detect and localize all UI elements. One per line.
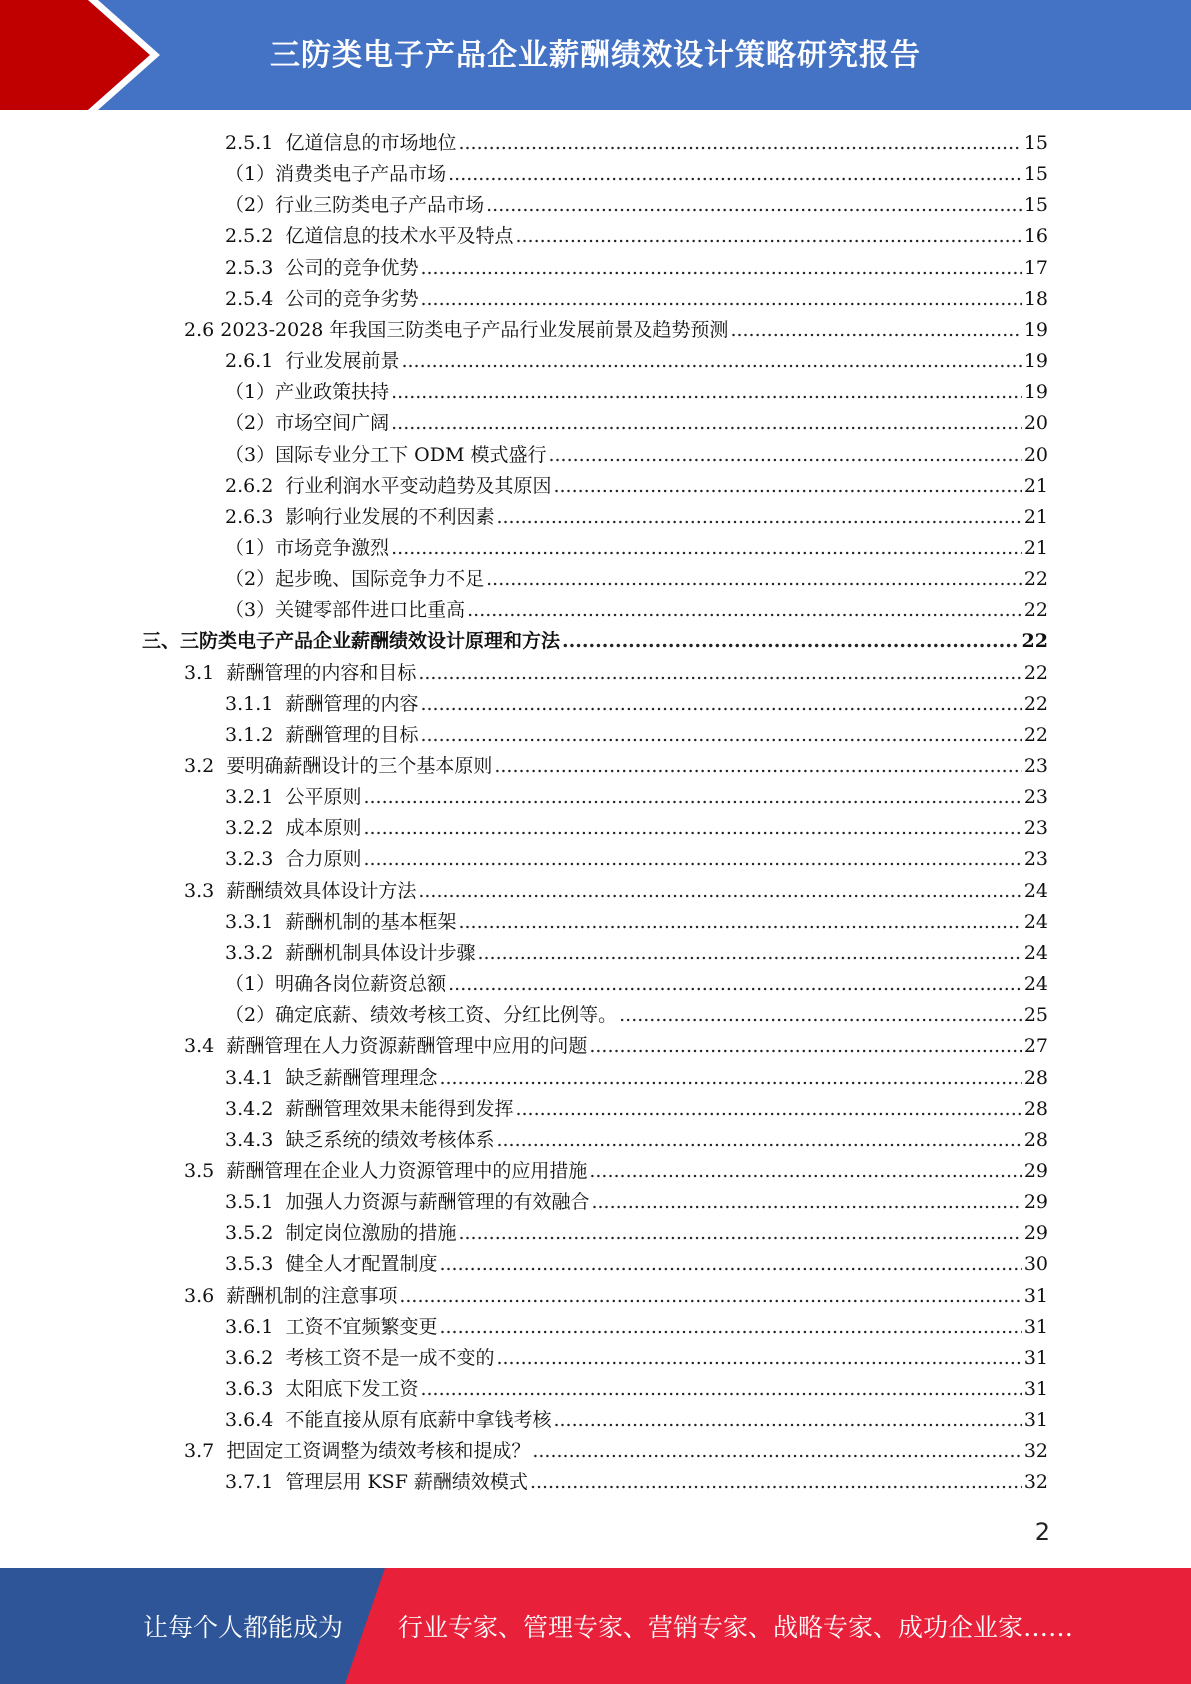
toc-entry[interactable] (184, 1156, 1048, 1187)
toc-entry-title (225, 595, 465, 626)
toc-entry-label: 太阳底下发工资 (285, 1378, 419, 1400)
toc-entry-number: 3.1.2 (225, 723, 274, 746)
toc-entry-label: 行业三防类电子产品市场 (275, 194, 485, 217)
toc-entry-page: 31 (1023, 1378, 1048, 1400)
toc-entry[interactable] (225, 1249, 1048, 1280)
toc-entry-page: 22 (1023, 723, 1048, 746)
toc-entry-page: 15 (1023, 132, 1048, 154)
toc-entry[interactable] (225, 408, 1048, 439)
toc-entry-title (225, 471, 551, 502)
toc-entry-label: 行业利润水平变动趋势及其原因 (285, 474, 552, 497)
toc-entry[interactable] (225, 1218, 1048, 1249)
toc-entry[interactable] (225, 1405, 1048, 1436)
toc-leader-dots (496, 1343, 1021, 1374)
toc-entry-number: 3.4.2 (225, 1097, 274, 1120)
toc-entry-title (225, 907, 456, 938)
toc-entry-page: 16 (1023, 225, 1048, 248)
toc-leader-dots (363, 782, 1021, 813)
toc-entry-page: 32 (1023, 1471, 1048, 1494)
toc-entry-number: 3.4.1 (225, 1066, 274, 1089)
toc-entry-label: 薪酬管理在企业人力资源管理中的应用措施 (226, 1159, 588, 1182)
toc-entry[interactable] (184, 1436, 1048, 1467)
toc-entry-page: 21 (1023, 474, 1048, 497)
toc-entry-page: 27 (1023, 1035, 1048, 1058)
toc-entry-title (225, 502, 494, 533)
toc-leader-dots (399, 1281, 1021, 1312)
toc-entry-title (225, 720, 418, 751)
toc-entry-number: 2.6.3 (225, 505, 274, 528)
toc-entry-page: 17 (1023, 256, 1048, 279)
toc-entry-label: 薪酬机制的注意事项 (226, 1284, 398, 1307)
toc-entry-number: 3.3.2 (225, 941, 274, 964)
toc-entry-number: 3.3 (184, 879, 215, 902)
toc-entry-page: 19 (1023, 318, 1048, 341)
toc-entry[interactable] (225, 1187, 1048, 1218)
toc-entry-page: 22 (1023, 568, 1048, 591)
toc-entry-page: 15 (1023, 194, 1048, 217)
page-number: 2 (1034, 1518, 1050, 1546)
toc-leader-dots (458, 1218, 1021, 1249)
toc-entry-number: （1） (225, 381, 276, 404)
toc-leader-dots (439, 1063, 1021, 1094)
toc-entry-label: 关键零部件进口比重高 (275, 599, 466, 622)
toc-entry-label: 合力原则 (285, 848, 362, 871)
toc-entry[interactable] (225, 471, 1048, 502)
toc-entry-label: 亿道信息的市场地位 (285, 132, 457, 154)
toc-entry-page: 21 (1023, 505, 1048, 528)
toc-entry-label: 缺乏薪酬管理理念 (285, 1066, 438, 1089)
toc-entry[interactable] (225, 689, 1048, 720)
toc-entry-label: 薪酬机制的基本框架 (285, 910, 457, 933)
toc-leader-dots (589, 1031, 1021, 1062)
toc-entry-number: 3.7 (184, 1440, 215, 1463)
toc-entry[interactable] (184, 876, 1048, 907)
toc-entry-page: 24 (1023, 973, 1048, 996)
toc-entry-page: 22 (1023, 692, 1048, 715)
toc-entry-title (225, 190, 484, 221)
toc-leader-dots (532, 1436, 1021, 1467)
toc-entry-page: 31 (1023, 1315, 1048, 1338)
toc-entry-number: 3.5.3 (225, 1253, 274, 1276)
toc-entry-label: 产业政策扶持 (275, 381, 390, 404)
toc-entry-page: 31 (1023, 1284, 1048, 1307)
toc-entry[interactable] (225, 159, 1048, 190)
toc-entry-number: 2.6 (184, 318, 215, 341)
toc-entry[interactable] (225, 377, 1048, 408)
toc-leader-dots (515, 221, 1021, 252)
toc-leader-dots (418, 658, 1021, 689)
toc-entry-number: 3.4.3 (225, 1128, 274, 1151)
toc-entry-label: 加强人力资源与薪酬管理的有效融合 (285, 1191, 590, 1214)
toc-leader-dots (730, 315, 1021, 346)
toc-entry-title (184, 315, 728, 346)
toc-entry-title (225, 938, 475, 969)
toc-entry-title (225, 346, 399, 377)
toc-entry-number: 3.2.2 (225, 817, 274, 840)
toc-leader-dots (448, 159, 1022, 190)
toc-entry-title (225, 1405, 551, 1436)
toc-entry-number: 3.1.1 (225, 692, 274, 715)
toc-entry-number: 2.6.1 (225, 350, 274, 373)
toc-entry-page: 20 (1023, 443, 1048, 466)
toc-entry-title (184, 658, 416, 689)
toc-entry[interactable] (225, 564, 1048, 595)
toc-entry-page: 22 (1023, 599, 1048, 622)
toc-entry-label: 公司的竞争劣势 (285, 287, 419, 310)
toc-entry-title (225, 1312, 437, 1343)
toc-entry-title (184, 1156, 587, 1187)
toc-entry-page: 30 (1023, 1253, 1048, 1276)
toc-entry-label: 考核工资不是一成不变的 (285, 1346, 495, 1369)
toc-entry-number: 3.6.4 (225, 1409, 274, 1432)
toc-entry[interactable] (225, 1467, 1048, 1498)
toc-entry-label: 工资不宜频繁变更 (285, 1315, 438, 1338)
toc-entry-number: （2） (225, 1004, 276, 1027)
toc-entry[interactable] (225, 128, 1048, 159)
toc-leader-dots (391, 377, 1022, 408)
toc-entry-title (184, 876, 416, 907)
toc-leader-dots (363, 844, 1021, 875)
toc-leader-dots (530, 1467, 1022, 1498)
toc-entry-number: 三、 (142, 630, 181, 653)
toc-entry-number: 3.2 (184, 755, 215, 777)
toc-leader-dots (418, 876, 1021, 907)
toc-entry[interactable] (225, 1094, 1048, 1125)
report-title: 三防类电子产品企业薪酬绩效设计策略研究报告 (270, 38, 921, 73)
toc-entry-page: 24 (1023, 941, 1048, 964)
toc-leader-dots (553, 471, 1021, 502)
toc-entry-title (184, 1031, 587, 1062)
toc-entry-title (225, 813, 361, 844)
toc-entry-title (225, 1467, 528, 1498)
toc-entry-label: 薪酬机制具体设计步骤 (285, 941, 476, 964)
toc-entry-label: 三防类电子产品企业薪酬绩效设计原理和方法 (180, 630, 561, 653)
toc-entry-label: 管理层用 KSF 薪酬绩效模式 (285, 1471, 528, 1494)
toc-leader-dots (420, 284, 1021, 315)
toc-leader-dots (515, 1094, 1021, 1125)
toc-entry-number: 3.2.3 (225, 848, 274, 871)
toc-leader-dots (420, 1374, 1021, 1405)
toc-entry-label: 市场竞争激烈 (275, 536, 390, 559)
toc-entry-page: 20 (1023, 412, 1048, 435)
toc-entry-title (225, 1125, 494, 1156)
toc-entry[interactable] (225, 190, 1048, 221)
toc-entry[interactable] (225, 1063, 1048, 1094)
toc-entry-page: 18 (1023, 287, 1048, 310)
toc-entry[interactable] (225, 844, 1048, 875)
toc-entry-title (225, 564, 484, 595)
toc-leader-dots (439, 1249, 1021, 1280)
toc-entry-page: 32 (1023, 1440, 1048, 1463)
toc-entry-number: 3.5.2 (225, 1222, 274, 1245)
toc-entry-title (225, 1343, 494, 1374)
toc-entry-page: 28 (1023, 1066, 1048, 1089)
toc-leader-dots (391, 533, 1022, 564)
toc-entry-title (225, 284, 418, 315)
toc-entry-label: 薪酬绩效具体设计方法 (226, 879, 417, 902)
toc-entry[interactable] (225, 533, 1048, 564)
toc-leader-dots (477, 938, 1021, 969)
toc-entry-number: （1） (225, 973, 276, 996)
toc-entry-number: （2） (225, 194, 276, 217)
toc-entry[interactable] (225, 221, 1048, 252)
page-footer (0, 1568, 1191, 1684)
toc-entry-title (184, 751, 492, 782)
toc-leader-dots (494, 751, 1021, 782)
toc-leader-dots (467, 595, 1022, 626)
toc-entry[interactable] (225, 1125, 1048, 1156)
toc-entry-number: 3.1 (184, 661, 215, 684)
toc-entry[interactable] (225, 284, 1048, 315)
toc-entry[interactable] (184, 751, 1048, 782)
toc-entry-page: 23 (1023, 786, 1048, 809)
toc-entry[interactable] (142, 626, 1048, 657)
toc-entry-page: 19 (1023, 350, 1048, 373)
toc-leader-dots (496, 502, 1021, 533)
toc-entry-label: 薪酬管理的目标 (285, 723, 419, 746)
toc-entry-title (142, 626, 560, 657)
toc-entry[interactable] (225, 813, 1048, 844)
toc-entry-title (225, 1063, 437, 1094)
toc-entry-label: 确定底薪、绩效考核工资、分红比例等。 (275, 1004, 618, 1027)
toc-leader-dots (420, 720, 1021, 751)
toc-entry-page: 22 (1021, 630, 1048, 653)
toc-entry-label: 市场空间广阔 (275, 412, 390, 435)
toc-entry[interactable] (225, 253, 1048, 284)
toc-entry-label: 公司的竞争优势 (285, 256, 419, 279)
toc-leader-dots (458, 907, 1021, 938)
toc-leader-dots (486, 190, 1022, 221)
toc-entry-number: 3.6.3 (225, 1378, 274, 1400)
toc-entry-number: 3.7.1 (225, 1471, 274, 1494)
toc-entry-label: 薪酬管理的内容 (285, 692, 419, 715)
toc-entry-label: 薪酬管理效果未能得到发挥 (285, 1097, 514, 1120)
toc-leader-dots (448, 969, 1022, 1000)
toc-entry[interactable] (225, 969, 1048, 1000)
toc-entry-title (225, 689, 418, 720)
toc-leader-dots (401, 346, 1021, 377)
toc-entry-number: 3.5 (184, 1159, 215, 1182)
toc-entry-label: 公平原则 (285, 786, 362, 809)
toc-entry-page: 29 (1023, 1159, 1048, 1182)
toc-leader-dots (486, 564, 1022, 595)
toc-entry-label: 2023-2028 年我国三防类电子产品行业发展前景及趋势预测 (220, 318, 729, 341)
toc-entry[interactable] (184, 658, 1048, 689)
toc-entry-title (225, 1094, 513, 1125)
toc-entry[interactable] (184, 1281, 1048, 1312)
toc-leader-dots (420, 689, 1021, 720)
toc-entry-label: 成本原则 (285, 817, 362, 840)
toc-entry-page: 25 (1023, 1004, 1048, 1027)
toc-entry-number: （2） (225, 412, 276, 435)
toc-entry-title (225, 1000, 617, 1031)
toc-entry-label: 制定岗位激励的措施 (285, 1222, 457, 1245)
toc-leader-dots (420, 253, 1021, 284)
toc-entry-page: 22 (1023, 661, 1048, 684)
toc-entry-label: 消费类电子产品市场 (275, 163, 447, 186)
toc-entry[interactable] (225, 1374, 1048, 1405)
toc-leader-dots (548, 440, 1021, 471)
toc-entry[interactable] (225, 346, 1048, 377)
toc-entry-title (225, 1374, 418, 1405)
toc-entry-page: 31 (1023, 1346, 1048, 1369)
toc-entry-number: （3） (225, 443, 276, 466)
toc-entry-title (225, 253, 418, 284)
toc-entry-page: 24 (1023, 910, 1048, 933)
toc-entry-page: 15 (1023, 163, 1048, 186)
toc-entry-number: 3.2.1 (225, 786, 274, 809)
page-header (0, 0, 1191, 110)
toc-entry[interactable] (225, 440, 1048, 471)
toc-entry-label: 要明确薪酬设计的三个基本原则 (226, 755, 493, 777)
toc-entry-number: 3.6.1 (225, 1315, 274, 1338)
toc-entry-number: 3.6.2 (225, 1346, 274, 1369)
toc-entry-page: 31 (1023, 1409, 1048, 1432)
toc-entry-number: 2.5.4 (225, 287, 274, 310)
toc-entry[interactable] (225, 1312, 1048, 1343)
toc-entry[interactable] (184, 315, 1048, 346)
toc-entry-label: 亿道信息的技术水平及特点 (285, 225, 514, 248)
toc-entry-page: 23 (1023, 817, 1048, 840)
toc-entry[interactable] (225, 907, 1048, 938)
toc-entry-label: 影响行业发展的不利因素 (285, 505, 495, 528)
toc-entry-label: 行业发展前景 (285, 350, 400, 373)
footer-slogan-left: 让每个人都能成为 (143, 1613, 344, 1642)
toc-leader-dots (589, 1156, 1021, 1187)
toc-entry-page: 28 (1023, 1128, 1048, 1151)
toc-entry-number: 2.5.2 (225, 225, 274, 248)
toc-entry-number: （1） (225, 536, 276, 559)
toc-entry-title (225, 969, 446, 1000)
toc-entry[interactable] (225, 1343, 1048, 1374)
toc-entry-label: 薪酬管理的内容和目标 (226, 661, 417, 684)
toc-entry[interactable] (225, 595, 1048, 626)
toc-entry-number: 3.5.1 (225, 1191, 274, 1214)
toc-entry-page: 23 (1023, 755, 1048, 777)
toc-entry-label: 国际专业分工下 ODM 模式盛行 (275, 443, 547, 466)
toc-entry-page: 23 (1023, 848, 1048, 871)
toc-leader-dots (553, 1405, 1021, 1436)
toc-entry-number: （2） (225, 568, 276, 591)
toc-entry[interactable] (225, 720, 1048, 751)
toc-leader-dots (439, 1312, 1021, 1343)
toc-entry-title (225, 221, 513, 252)
toc-entry-title (225, 1218, 456, 1249)
toc-entry-title (225, 159, 446, 190)
toc-entry-label: 不能直接从原有底薪中拿钱考核 (285, 1409, 552, 1432)
toc-entry-page: 28 (1023, 1097, 1048, 1120)
toc-entry-label: 缺乏系统的绩效考核体系 (285, 1128, 495, 1151)
toc-entry-title (225, 128, 456, 159)
toc-entry-title (225, 1249, 437, 1280)
toc-entry-number: 3.6 (184, 1284, 215, 1307)
toc-entry[interactable] (184, 1031, 1048, 1062)
toc-entry-page: 29 (1023, 1191, 1048, 1214)
toc-entry-label: 明确各岗位薪资总额 (275, 973, 447, 996)
footer-slogan-right: 行业专家、管理专家、营销专家、战略专家、成功企业家…… (398, 1613, 1074, 1642)
toc-entry-title (225, 408, 389, 439)
toc-leader-dots (591, 1187, 1021, 1218)
toc-entry[interactable] (225, 782, 1048, 813)
toc-entry-label: 把固定工资调整为绩效考核和提成？ (226, 1440, 531, 1463)
toc-entry-label: 健全人才配置制度 (285, 1253, 438, 1276)
toc-entry-page: 21 (1023, 536, 1048, 559)
toc-entry-page: 19 (1023, 381, 1048, 404)
toc-leader-dots (619, 1000, 1022, 1031)
toc-entry[interactable] (225, 1000, 1048, 1031)
toc-leader-dots (458, 128, 1021, 159)
toc-entry-number: 2.6.2 (225, 474, 274, 497)
toc-entry-title (225, 377, 389, 408)
toc-entry-number: （1） (225, 163, 276, 186)
toc-entry-label: 薪酬管理在人力资源薪酬管理中应用的问题 (226, 1035, 588, 1058)
toc-leader-dots (363, 813, 1021, 844)
toc-entry-title (184, 1436, 530, 1467)
toc-entry-number: 3.4 (184, 1035, 215, 1058)
toc-entry-page: 24 (1023, 879, 1048, 902)
toc-entry-number: 3.3.1 (225, 910, 274, 933)
toc-entry-title (225, 1187, 589, 1218)
toc-entry-number: （3） (225, 599, 276, 622)
toc-leader-dots (391, 408, 1022, 439)
toc-entry-number: 2.5.1 (225, 132, 274, 154)
toc-entry-page: 29 (1023, 1222, 1048, 1245)
toc-leader-dots (496, 1125, 1021, 1156)
toc-entry[interactable] (225, 502, 1048, 533)
toc-entry-title (225, 782, 361, 813)
toc-entry-title (225, 440, 546, 471)
toc-entry-title (225, 533, 389, 564)
toc-entry-title (184, 1281, 397, 1312)
toc-entry-label: 起步晚、国际竞争力不足 (275, 568, 485, 591)
toc-entry-title (225, 844, 361, 875)
toc-entry-number: 2.5.3 (225, 256, 274, 279)
toc-entry[interactable] (225, 938, 1048, 969)
toc-leader-dots (562, 626, 1020, 657)
